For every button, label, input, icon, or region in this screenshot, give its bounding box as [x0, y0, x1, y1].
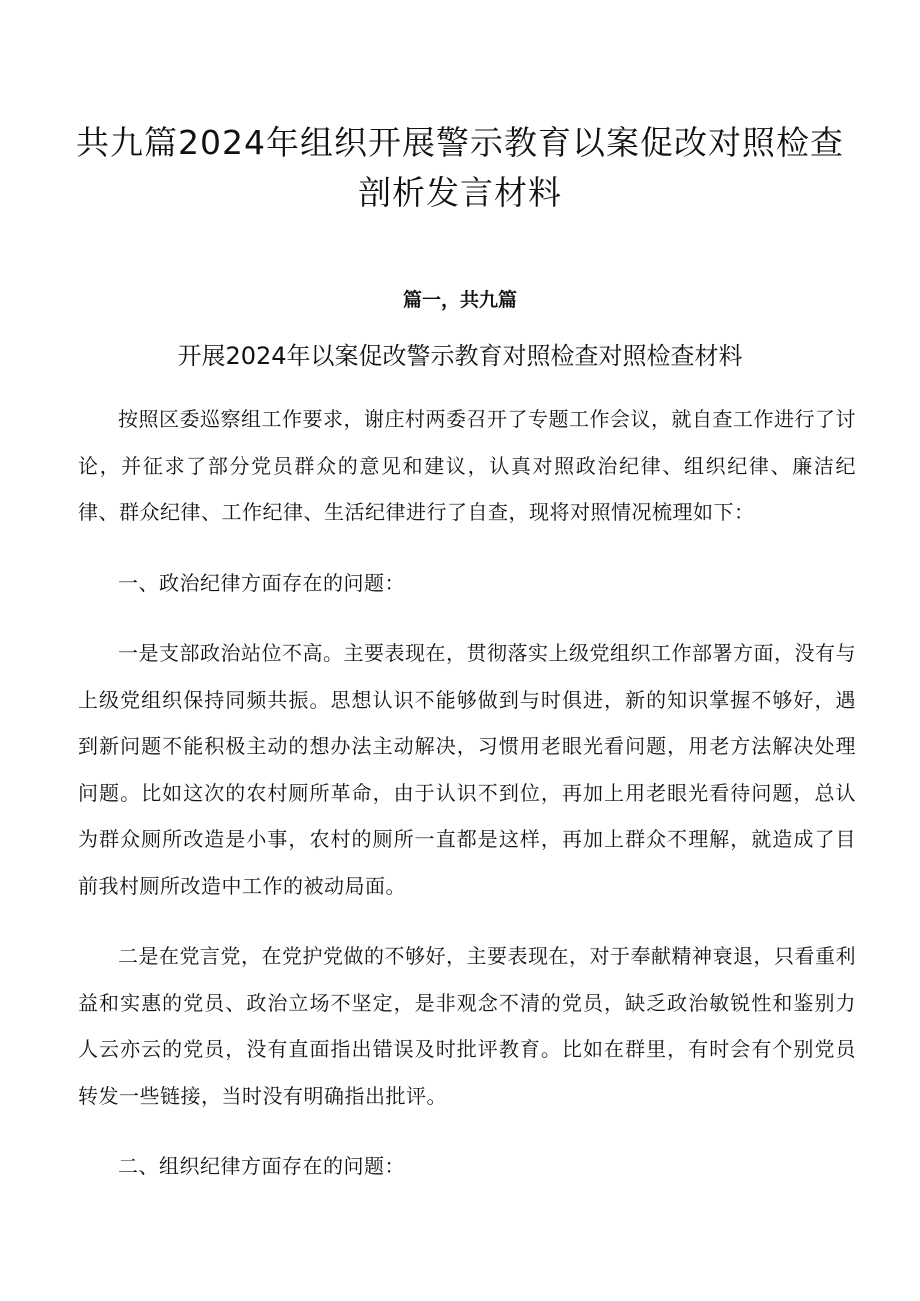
document-title	[70, 118, 850, 218]
part-heading: 篇一，共九篇	[402, 289, 517, 311]
section-heading-organizational: 二、组织纪律方面存在的问题：	[118, 1154, 405, 1178]
paragraph-issue-2: 二是在党言党，在党护党做的不够好，主要表现在，对于奉献精神衰退，只看重利益和实惠的党员、政治立场不坚定，是非观念不清的党员，缺乏政治敏锐性和鉴别力人云亦云的党员，没有直面指出错误及时批评教育。比如在群里，有时会有个别党员转发一些链接，当时没有明确指出批评。	[78, 944, 856, 1108]
sub-heading: 开展2024年以案促改警示教育对照检查对照检查材料	[177, 342, 743, 370]
section-heading-political: 一、政治纪律方面存在的问题：	[118, 570, 405, 595]
title-line-1: 共九篇2024年组织开展警示教育以案促改对照检查	[76, 123, 844, 162]
title-line-2: 剖析发言材料	[358, 173, 562, 212]
paragraph-issue-1: 一是支部政治站位不高。主要表现在，贯彻落实上级党组织工作部署方面，没有与上级党组织保持同频共振。思想认识不能够做到与时俱进，新的知识掌握不够好，遇到新问题不能积极主动的想办法主动解决，习惯用老眼光看问题，用老方法解决处理问题。比如这次的农村厕所革命，由于认识不到位，再加上用老眼光看待问题，总认为群众厕所改造是小事，农村的厕所一直都是这样，再加上群众不理解，就造成了目前我村厕所改造中工作的被动局面。	[78, 641, 856, 898]
document-body	[78, 396, 856, 1214]
intro-paragraph: 按照区委巡察组工作要求，谢庄村两委召开了专题工作会议，就自查工作进行了讨论，并征求了部分党员群众的意见和建议，认真对照政治纪律、组织纪律、廉洁纪律、群众纪律、工作纪律、生活纪律进行了自查，现将对照情况梳理如下：	[78, 407, 856, 524]
